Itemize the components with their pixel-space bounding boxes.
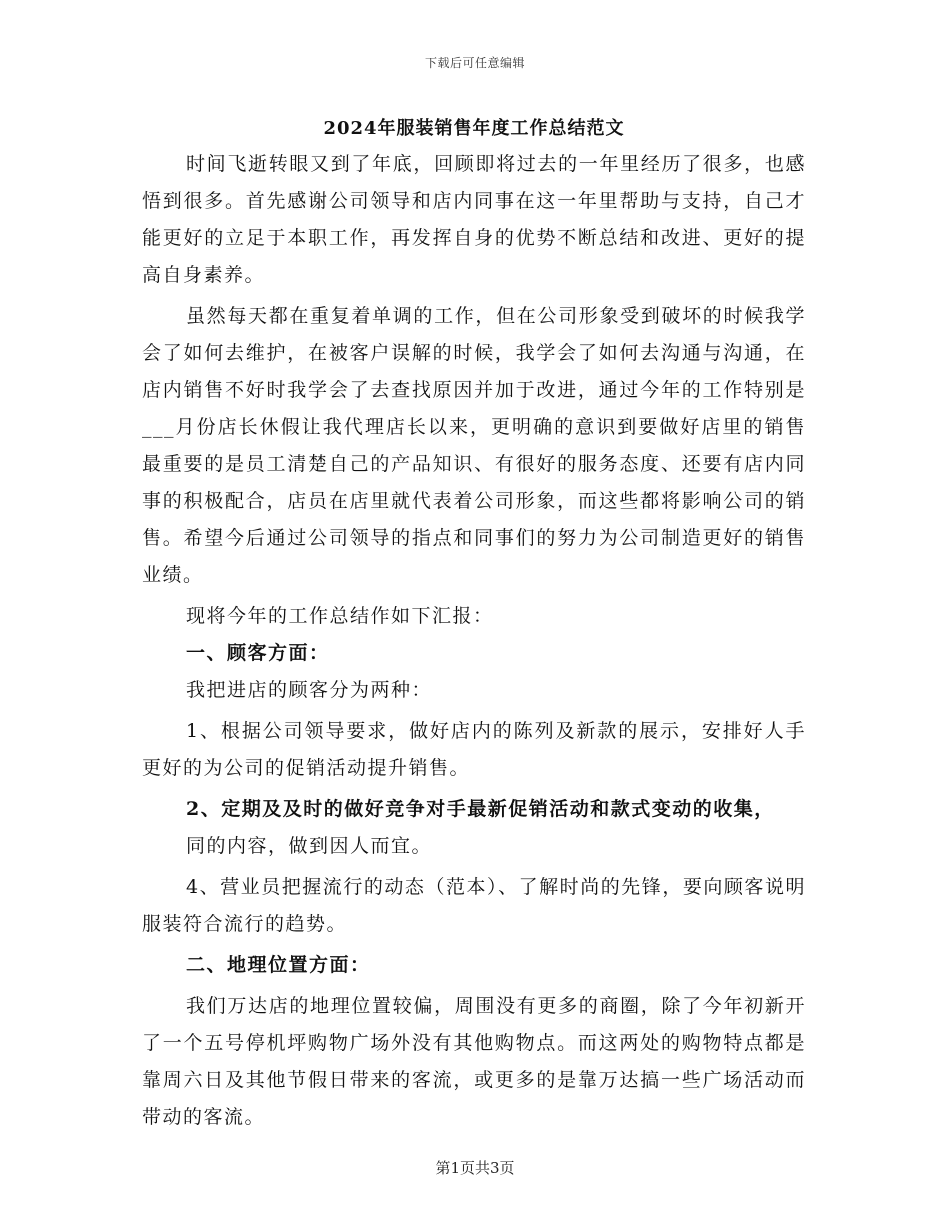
list-item-4: 4、营业员把握流行的动态（范本）、了解时尚的先锋，要向顾客说明服装符合流行的趋势。 — [142, 876, 806, 935]
paragraph-fragment: 同的内容，做到因人而宜。 — [186, 835, 433, 857]
paragraph-work-reflection: 虽然每天都在重复着单调的工作，但在公司形象受到破坏的时候我学会了如何去维护，在被客户误解的时候，我学会了如何去沟通与沟通，在店内销售不好时我学会了去查找原因并加于改进，通过今年的工作特别是___月份店长休假让我代理店长以来，更明确的意识到要做好店里的销售最重要的是员工清楚自己的产品知识、有很好的服务态度、还要有店内同事的积极配合，店员在店里就代表着公司形象，而这些都将影响公司的销售。希望今后通过公司领导的指点和同事们的努力为公司制造更好的销售业绩。 — [142, 305, 806, 586]
paragraph-report-intro: 现将今年的工作总结作如下汇报： — [186, 605, 494, 627]
section-heading-location: 二、地理位置方面： — [186, 954, 371, 976]
page-footer: 第1页共3页 — [435, 1159, 515, 1177]
list-item-2: 2、定期及及时的做好竞争对手最新促销活动和款式变动的收集， — [186, 798, 775, 820]
paragraph-intro: 时间飞逝转眼又到了年底，回顾即将过去的一年里经历了很多，也感悟到很多。首先感谢公司领导和店内同事在这一年里帮助与支持，自己才能更好的立足于本职工作，再发挥自身的优势不断总结和改进、更好的提高自身素养。 — [142, 153, 806, 286]
document-body — [142, 114, 806, 1136]
page-header: 下载后可任意编辑 — [424, 56, 525, 70]
paragraph-location: 我们万达店的地理位置较偏，周围没有更多的商圈，除了今年初新开了一个五号停机坪购物广场外没有其他购物点。而这两处的购物特点都是靠周六日及其他节假日带来的客流，或更多的是靠万达搞一些广场活动而带动的客流。 — [142, 995, 806, 1128]
document-title: 2024年服装销售年度工作总结范文 — [323, 118, 625, 139]
paragraph-customer-types: 我把进店的顾客分为两种： — [186, 679, 433, 701]
list-item-1: 1、根据公司领导要求，做好店内的陈列及新款的展示，安排好人手更好的为公司的促销活动提升销售。 — [142, 720, 806, 779]
section-heading-customers: 一、顾客方面： — [186, 642, 330, 664]
